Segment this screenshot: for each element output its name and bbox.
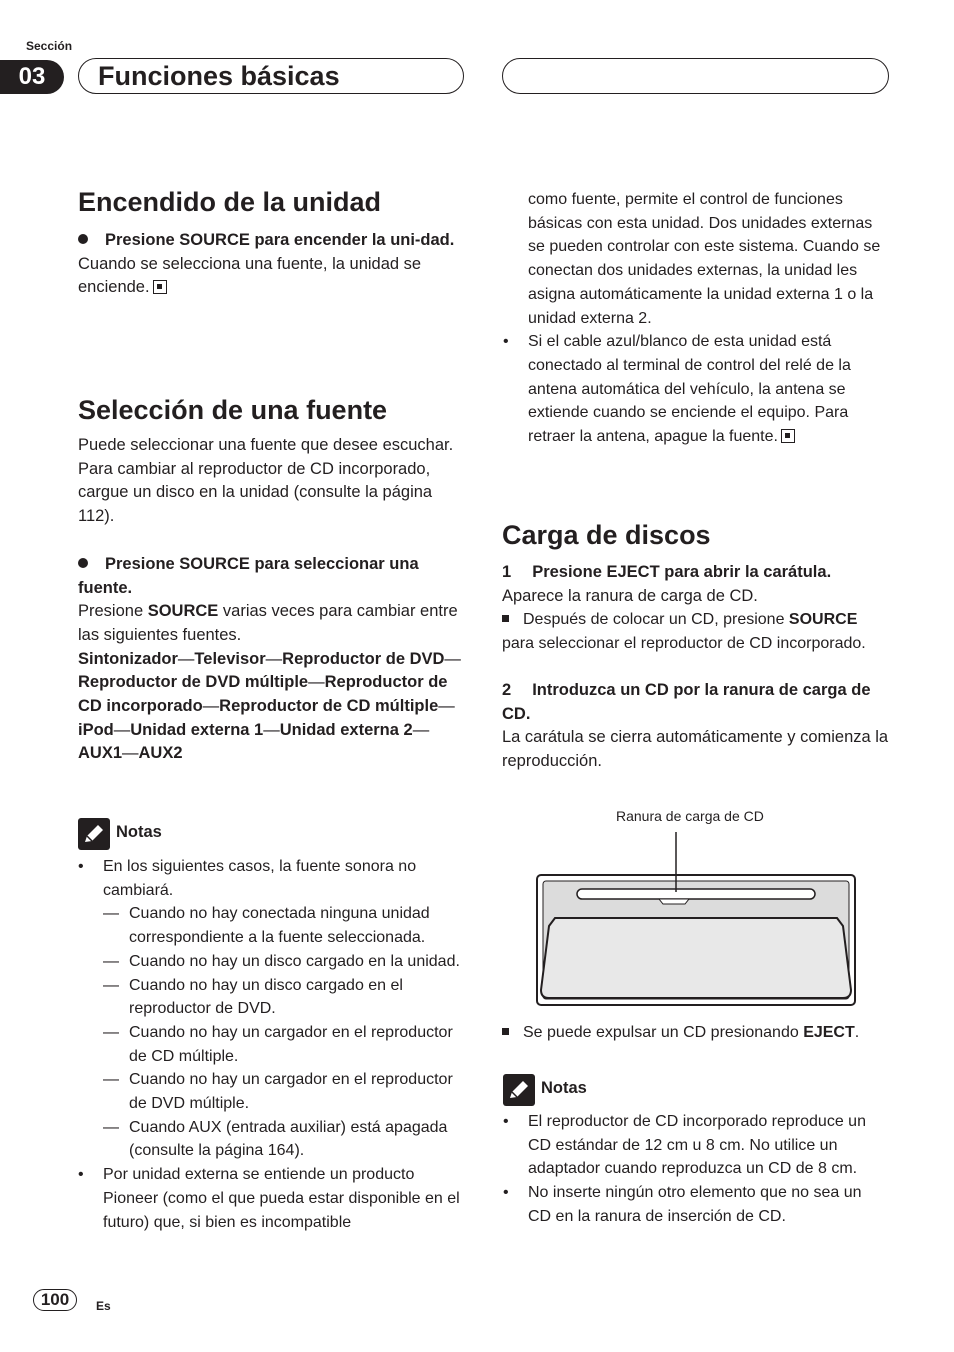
front-panel	[541, 918, 851, 998]
right-header-frame	[502, 58, 889, 94]
source-item: Televisor	[194, 649, 266, 668]
heading-seleccion: Selección de una fuente	[78, 395, 388, 425]
square-bullet-icon	[502, 615, 509, 622]
note-item: • El reproductor de CD incorporado reproduce un CD estándar de 12 cm u 8 cm. No utilice un adaptador cuando reproduzca un CD de 8 cm.	[503, 1110, 889, 1181]
sub-note-item: — Cuando no hay conectada ninguna unidad correspondiente a la fuente seleccionada.	[103, 902, 466, 949]
source-item: Reproductor de DVD	[282, 649, 445, 668]
external-unit-continued: como fuente, permite el control de funciones básicas con esta unidad. Dos unidades externas se pueden controlar con este sistema. Cuando se conectan dos unidades externas, la unidad les asigna automáticamente la unidad externa 1 o la unidad externa 2.	[528, 191, 881, 327]
encendido-step: Presione SOURCE para encender la uni-dad.	[78, 229, 464, 253]
heading-encendido: Encendido de la unidad	[78, 187, 382, 217]
step-1: 1 Presione EJECT para abrir la carátula.	[502, 563, 832, 581]
source-item: iPod	[78, 720, 114, 739]
page-number: 100	[33, 1289, 77, 1311]
step-1-note: Después de colocar un CD, presione SOURCE para seleccionar el reproductor de CD incorporado.	[502, 611, 866, 653]
seleccion-step: Presione SOURCE para seleccionar una fuente.	[78, 554, 419, 597]
source-cycle-list: Sintonizador—Televisor—Reproductor de DVD—Reproductor de DVD múltiple—Reproductor de CD incorporado—Reproductor de CD múltiple—iPod—Unidad externa 1—Unidad externa 2—AUX1—AUX2	[78, 649, 461, 763]
seleccion-press: Presione SOURCE varias veces para cambiar entre las siguientes fuentes.	[78, 602, 458, 644]
notes-pencil-icon	[503, 1074, 535, 1106]
source-item: Sintonizador	[78, 649, 178, 668]
notes-label: Notas	[541, 1079, 587, 1097]
step-2-body: La carátula se cierra automáticamente y comienza la reproducción.	[502, 728, 889, 770]
encendido-section	[78, 229, 464, 300]
sub-notes-list	[103, 902, 466, 1163]
source-item: AUX2	[138, 744, 183, 763]
sub-note-item: — Cuando no hay un disco cargado en la unidad.	[103, 950, 466, 974]
end-of-section-icon	[153, 280, 167, 294]
sub-note-item: — Cuando AUX (entrada auxiliar) está apagada (consulte la página 164).	[103, 1116, 466, 1163]
heading-carga: Carga de discos	[502, 520, 711, 550]
section-number-tab: 03	[0, 60, 64, 94]
step-2: 2 Introduzca un CD por la ranura de carga de CD.	[502, 680, 871, 723]
note-item: • No inserte ningún otro elemento que no sea un CD en la ranura de inserción de CD.	[503, 1181, 889, 1228]
note-item: • En los siguientes casos, la fuente sonora no cambiará. — Cuando no hay conectada ninguna unidad correspondiente a la fuente seleccionada. — Cuando no hay un disco cargado en la unidad. — Cuando no hay un disco cargado en el reproductor de DVD. — Cuando no hay un cargador en el reproductor de CD múltiple. — Cuando no hay un cargador en el reproductor de DVD múltiple. — Cuando AUX (entrada auxiliar) está apagada (consulte la página 164).	[78, 855, 466, 1163]
bullet-dot-icon	[78, 234, 88, 244]
notes-pencil-icon	[78, 818, 110, 850]
source-item: AUX1	[78, 744, 123, 763]
eject-note: Se puede expulsar un CD presionando EJECT.	[502, 1021, 890, 1045]
language-code: Es	[96, 1299, 111, 1313]
sub-note-item: — Cuando no hay un disco cargado en el reproductor de DVD.	[103, 974, 466, 1021]
notes-left	[78, 855, 466, 1234]
right-continuation	[503, 188, 891, 449]
sub-note-item: — Cuando no hay un cargador en el reproductor de DVD múltiple.	[103, 1068, 466, 1115]
sub-note-item: — Cuando no hay un cargador en el reproductor de CD múltiple.	[103, 1021, 466, 1068]
section-title: Funciones básicas	[98, 61, 340, 91]
carga-steps	[502, 561, 890, 774]
encendido-body: Cuando se selecciona una fuente, la unidad se enciende.	[78, 254, 422, 297]
source-item: Unidad externa 2	[279, 720, 413, 739]
note-item: • Por unidad externa se entiende un producto Pioneer (como el que pueda estar disponible en el futuro) que, si bien es incompatible	[78, 1163, 466, 1234]
source-item: Reproductor de CD incorporado	[78, 673, 448, 716]
seleccion-body: Puede seleccionar una fuente que desee escuchar. Para cambiar al reproductor de CD incorporado, cargue un disco en la unidad (consulte la página 112).	[78, 436, 454, 526]
note-item-antenna: • Si el cable azul/blanco de esta unidad está conectado al terminal de control del relé de la antena automática del vehículo, la antena se extiende cuando se enciende el equipo. Para retraer la antena, apague la fuente.	[503, 330, 891, 449]
cd-unit-illustration	[535, 830, 857, 1008]
source-item: Reproductor de DVD múltiple	[78, 673, 309, 692]
cd-slot	[577, 889, 815, 899]
source-item: Unidad externa 1	[130, 720, 264, 739]
bullet-dot-icon	[78, 558, 88, 568]
figure-label: Ranura de carga de CD	[616, 808, 764, 824]
notes-right	[503, 1110, 889, 1229]
section-label: Sección	[26, 39, 73, 53]
square-bullet-icon	[502, 1028, 509, 1035]
notes-label: Notas	[116, 823, 162, 841]
seleccion-section	[78, 434, 466, 766]
step-1-body: Aparece la ranura de carga de CD.	[502, 586, 758, 605]
source-item: Reproductor de CD múltiple	[219, 697, 439, 716]
end-of-section-icon	[781, 429, 795, 443]
